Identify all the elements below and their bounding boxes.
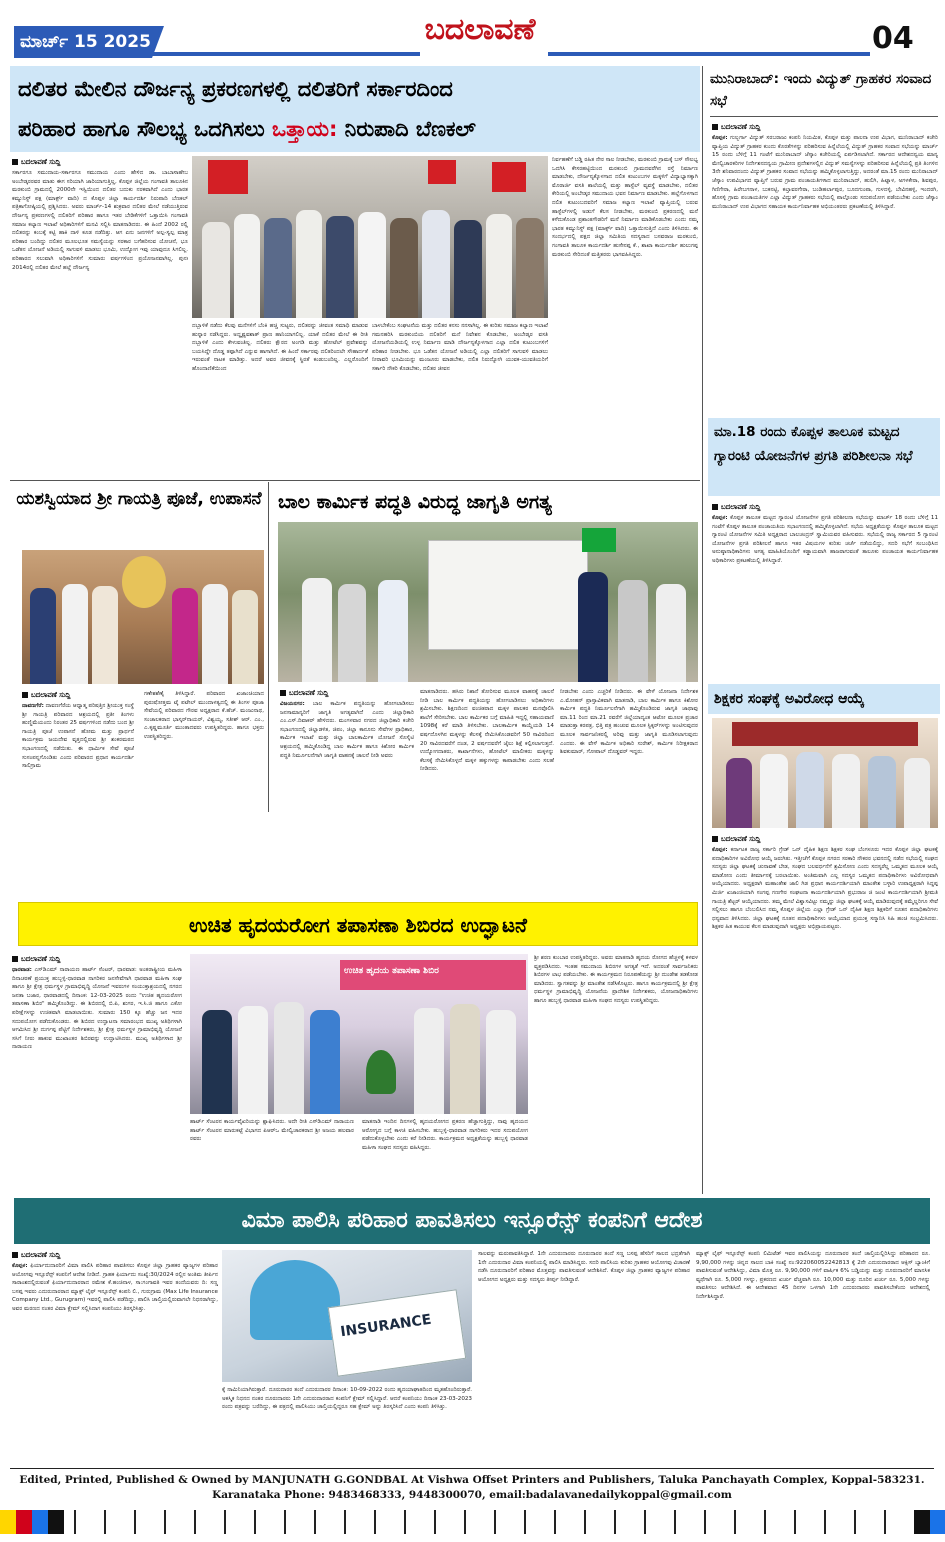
- person: [30, 588, 56, 684]
- page-number: 04: [872, 21, 914, 56]
- masthead-right-rule: [548, 52, 870, 56]
- insurance-col1-text: ಫಿರ್ಯಾದುದಾರರಿಗೆ ವಿಮಾ ಪಾಲಿಸಿ ಪರಿಹಾರ ಪಾವತಿಸಲು ಕೊಪ್ಪಳ ಜಿಲ್ಲಾ ಗ್ರಾಹಕರ ವ್ಯಾಜ್ಯಗಳ ಪರಿಹಾರ ಆಯೋಗವು ಇನ್ಸೂರೆನ್ಸ್ ಕಂಪನಿಗೆ ಆದೇಶ ನೀಡಿದೆ. ಗ್ರಾಹಕ ಫಿರ್ಯಾದು ಸಂಖ್ಯೆ:30/2024 ರಲ್ಲಿನ ಅಂತಿಮ ತೀರ್ಪಿನ ಸಾರಾಂಶದಲ್ಲಿರುವಂತೆ ಫಿರ್ಯಾದುದಾರರಾದ ರಮೇಶ ಕೆ.ಹಂಚಿನಾಳ, ಸಾ:ಗಂಗಾವತಿ ಇವರ ತಂದೆಯವರು ದಿ: ಸಣ್ಣ ಬಸಪ್ಪ ಇವರು ಎದುರುದಾರರಾದ ಮ್ಯಾಕ್ಸ್ ಲೈಫ್ ಇನ್ಸೂರೆನ್ಸ್ ಕಂಪನಿ ಲಿ., ಗುರುಗ್ರಾಮ (Max Life Insurance Company Ltd., Gurugram) ಇವರಲ್ಲಿ ಪಾಲಿಸಿ ಪಡೆದಿದ್ದು, ಪಾಲಿಸಿ ಚಾಲ್ತಿಯಲ್ಲಿರುವಾಗಲೇ ನಿಧನರಾಗಿದ್ದು, ಅವರ ಮರಣದ ನಂತರ ವಿಮಾ ಕ್ಲೇಮ್ ಸಲ್ಲಿಸಿದಾಗ ಕಂಪನಿಯು ತಿರಸ್ಕರಿಸಿತ್ತು.: [12, 1263, 218, 1312]
- person: [310, 1010, 340, 1114]
- person: [202, 222, 230, 318]
- teachers-headline: ಶಿಕ್ಷಕರ ಸಂಘಕ್ಕೆ ಅವಿರೋಧ ಆಯ್ಕೆ: [714, 691, 865, 707]
- childlabour-dateline: ವಿಜಯನಗರ:: [280, 701, 305, 707]
- heart-headline-box: [18, 902, 698, 946]
- munirabad-text: ಗುಲ್ಬರ್ಗಾ ವಿದ್ಯುತ್ ಸರಬರಾಜು ಕಂಪನಿ ನಿಯಮಿತ, ಕೊಪ್ಪಳ ಮತ್ತು ಪಾಲನಾ ಉಪ ವಿಭಾಗ, ಮುನಿರಾಬಾದ್ ಕಚೇರಿ ವ್ಯಾಪ್ತಿಯ ವಿದ್ಯುತ್ ಗ್ರಾಹಕರ ಕುಂದು ಕೊರತೆಗಳನ್ನು ಪರಿಹರಿಸುವ ಹಿನ್ನೆಲೆಯಲ್ಲಿ ವಿದ್ಯುತ್ ಗ್ರಾಹಕರ ಸಂವಾದ ಸಭೆಯನ್ನು ಮಾರ್ಚ್ 15 ರಂದು ಬೆಳಿಗ್ಗೆ 11 ಗಂಟೆಗೆ ಮುನಿರಾಬಾದ್ ಜೆಸ್ಕಾಂ ಕಚೇರಿಯಲ್ಲಿ ಏರ್ಪಡಿಸಲಾಗಿದೆ. ಸರ್ಕಾರದ ಆದೇಶದನ್ವಯ ಮಾನ್ಯ ಮೇಲ್ವಿಚಾರಕರಿಗಳ ನಿರ್ದೇಶನದನ್ವಯ ಗ್ರಾಮೀಣ ಪ್ರದೇಶಗಳಲ್ಲಿನ ವಿದ್ಯುತ್ ಸಮಸ್ಯೆಗಳನ್ನು ಪರಿಹರಿಸುವ ಹಿನ್ನೆಲೆಯಲ್ಲಿ ಪ್ರತಿ ತಿಂಗಳಿನ 3ನೇ ಶನಿವಾರದಂದು ವಿದ್ಯುತ್ ಗ್ರಾಹಕರ ಸಂವಾದ ಸಭೆಯನ್ನು ಹಮ್ಮಿಕೊಳ್ಳಲಾಗುತ್ತಿದ್ದು, ಅದರಂತೆ ಮಾ.15 ರಂದು ಮುನಿರಾಬಾದ್ ಜೆಸ್ಕಾಂ ಉಪವಿಭಾಗದ ವ್ಯಾಪ್ತಿಗೆ ಬರುವ ಗ್ರಾಮ ಪಂಚಾಯತಿಗಳಾದ ಮುನಿರಾಬಾದ್, ಹುಲಿಗಿ, ಹಿಟ್ನಾಳ, ಅಗಳಕೇರಾ, ಶಿವಪುರ, ಗಿಣಿಗೇರಾ, ಹಿರೇಬಗನಾಳ, ಬುಕನಟ್ಟಿ, ಕಲ್ತಾವರಗೇರಾ, ಬಂಡಿಹರ್ಲಾಪುರ, ಬೂದಗುಂಪಾ, ಗುಳದಳ್ಳಿ, ಬೇವಿನಹಳ್ಳಿ, ಇಂದರಗಿ, ಹೊಸಳ್ಳಿ ಗ್ರಾಮ ಪಂಚಾಯತಿಗಳ ಎಲ್ಲಾ ವಿದ್ಯುತ್ ಗ್ರಾಹಕರು ಸಭೆಯಲ್ಲಿ ಪಾಲ್ಗೊಂಡು ಸದುಪಯೋಗ ಪಡೆಯಬೇಕು ಎಂದು ಜೆಸ್ಕಾಂ ಮುನಿರಾಬಾದ್ ಉಪ ವಿಭಾಗದ ಸಹಾಯಕ ಕಾರ್ಯನಿರ್ವಾಹಕ ಅಭಿಯಂತರರು ಪ್ರಕಟಣೆಯಲ್ಲಿ ತಿಳಿಸಿದ್ದಾರೆ.: [712, 135, 938, 210]
- munirabad-byline: ಬದಲಾವಣೆ ಸುದ್ದಿ: [712, 122, 760, 132]
- person: [202, 584, 228, 684]
- heart-col1: [12, 966, 182, 1188]
- masthead: [0, 0, 945, 64]
- guarantee-body: [712, 514, 938, 678]
- strip-block: [48, 1510, 64, 1534]
- plant-pot: [366, 1050, 396, 1094]
- red-flag-mid: [428, 160, 456, 184]
- gayatri-photo: [22, 550, 264, 684]
- insurance-col4: ಮ್ಯಾಕ್ಸ್ ಲೈಫ್ ಇನ್ಸೂರೆನ್ಸ್ ಕಂಪನಿ ಲಿಮಿಟೆಡ್ ಇವರ ಪಾಲಿಸಿಯನ್ನು ದೂರುದಾರರ ತಂದೆ ಚಾಲ್ತಿಯಲ್ಲಿರಿಸಿದ್ದು ಪರಿಹಾರದ ರೂ. 9,90,000 ಗಳನ್ನು ಚಿನ್ನದ ಸಾಲದ ಬಾಕಿ ಸಂಖ್ಯೆ ನಂ:922060052242813 ಕ್ಕೆ 2ನೇ ಎದುರುದಾರರಾದ ಆಕ್ಸಿಸ್ ಬ್ಯಾಂಕಿಗೆ ಪಾವತಿಸುವಂತೆ ಆದೇಶಿಸಿದ್ದು, ವಿಮಾ ಮೊತ್ತ ರೂ. 9,90,000 ಗಳಿಗೆ ವಾರ್ಷಿಕ 6% ಬಡ್ಡಿಯನ್ನು ಮತ್ತು ದೂರುದಾರರಿಗೆ ಮಾನಸಿಕ ವ್ಯಥೆಗಾಗಿ ರೂ. 5,000 ಗಳನ್ನು, ಪ್ರಕರಣದ ಖರ್ಚು ವೆಚ್ಚವಾಗಿ ರೂ. 10,000 ಮತ್ತು ದೂರಿನ ಖರ್ಚು ರೂ. 5,000 ಗಳನ್ನು ಪಾವತಿಸಲು ಆದೇಶಿಸಿದೆ. ಈ ಆದೇಶವಾದ 45 ದಿನಗಳ ಒಳಗಾಗಿ 1ನೇ ಎದುರುದಾರರು ಪಾವತಿಸಬೇಕೆಂದು ಆದೇಶದಲ್ಲಿ ನಿರ್ದೇಶಿಸಿದ್ದಾರೆ.: [696, 1251, 930, 1300]
- green-flag: [582, 528, 616, 552]
- family-icon-shape: [250, 1260, 340, 1340]
- strip-block: [16, 1510, 32, 1534]
- person: [486, 214, 512, 318]
- lead-headline-prefix: ಪರಿಹಾರ ಹಾಗೂ ಸೌಲಭ್ಯ ಒದಗಿಸಲು: [18, 117, 265, 141]
- lead-headline-line1: ದಲಿತರ ಮೇಲಿನ ದೌರ್ಜನ್ಯ ಪ್ರಕರಣಗಳಲ್ಲಿ ದಲಿತರಿಗೆ ಸರ್ಕಾರದಿಂದ: [18, 77, 453, 101]
- person: [62, 584, 88, 684]
- guarantee-byline: ಬದಲಾವಣೆ ಸುದ್ದಿ: [712, 502, 760, 512]
- person: [516, 218, 544, 318]
- strip-register-marks: [64, 1510, 914, 1534]
- gayatri-col2: ಗಣೇಶಶೆಣೈ ತಿಳಿಸಿದ್ದಾರೆ. ಪರಿವಾರದ ಖಜಾಂಚಿಯಾದ ಪುರುಷೋತ್ತಮ ಟೈ ಪಟೇಲ್ ಮುಂದಾಳತ್ವದಲ್ಲಿ ಈ ತಿಂಗಳ ಪೂಜಾ ಸೇವೆಯಲ್ಲಿ ಪರಿವಾರದ ಗೌರವ ಅಧ್ಯಕ್ಷರಾದ ಕೆ.ಹೆಚ್. ಮಂಜುನಾಥ, ಸಂಚಾಲಕರಾದ ಭಾಸ್ಕರ್‌ನಾಯರ್, ವಿಶ್ವಯ್ಯ, ಸತೀಶ್ ಆರ್. ಎಂ., ಎ.ಕೃಷ್ಣಮೂರ್ತಿ ಮುಂತಾದವರು ಉಪಸ್ಥಿತರಿದ್ದರು. ಹಾಗೂ ಭಕ್ತರು ಉಪಸ್ಥಿತರಿದ್ದರು.: [144, 691, 264, 740]
- strip-block: [32, 1510, 48, 1534]
- banner: [732, 722, 918, 746]
- guarantee-dateline: ಕೊಪ್ಪಳ:: [712, 515, 728, 521]
- person: [832, 754, 860, 828]
- masthead-date: ಮಾರ್ಚ್ 15 2025: [20, 32, 151, 52]
- person: [414, 1008, 444, 1114]
- heart-dateline: ಧಾರವಾಡ:: [12, 967, 32, 973]
- person: [656, 584, 686, 682]
- guarantee-headline-box: [708, 418, 940, 496]
- masthead-left-rule: [150, 52, 420, 56]
- person: [232, 590, 258, 684]
- person: [578, 572, 608, 682]
- heart-col3: ಮಾತನಾಡಿ ಇಂದಿನ ದಿನಗಳಲ್ಲಿ ಹೃದಯರೋಗದ ಪ್ರಕರಣ ಹೆಚ್ಚಾಗುತ್ತಿದ್ದು, ನಾವು ಹೃದಯದ ಆರೋಗ್ಯದ ಬಗ್ಗೆ ಕಾಳಜಿ ವಹಿಸಬೇಕು. ಹುಬ್ಬಳ್ಳಿ-ಧಾರವಾಡ ನಾಗರಿಕರು ಇದರ ಸದುಪಯೋಗ ಪಡೆದುಕೊಳ್ಳಬೇಕು ಎಂದು ಕರೆ ನೀಡಿದರು. ಕಾರ್ಯಕ್ರಮದ ಅಧ್ಯಕ್ಷತೆಯನ್ನು ಹುಬ್ಬಳ್ಳಿ ಧಾರವಾಡ ಮಹಿಳಾ ಸಂಘದ ಸದಸ್ಯರು ವಹಿಸಿದ್ದರು.: [362, 1119, 528, 1151]
- guarantee-headline: ಮಾ.18 ರಂದು ಕೊಪ್ಪಳ ತಾಲೂಕ ಮಟ್ಟದ ಗ್ಯಾರಂಟಿ ಯೋಜನೆಗಳ ಪ್ರಗತಿ ಪರಿಶೀಲನಾ ಸಭೆ: [714, 424, 913, 464]
- person: [618, 580, 648, 682]
- childlabour-col3: ನೀಡಬೇಕು ಎಂದು ಎಚ್ಚರಿಕೆ ನೀಡಿದರು. ಈ ವೇಳೆ ಯೋಜನಾ ನಿರ್ದೇಶಕ ಎ.ಮೋಹನ್ ಪ್ರಾಸ್ತಾವಿಕವಾಗಿ ಮಾತನಾಡಿ, ಬಾಲ ಕಾರ್ಮಿಕ ಹಾಗೂ ಕಿಶೋರ ಕಾರ್ಮಿಕ ಪದ್ಧತಿ ನಿರ್ಮೂಲನೆಗಾಗಿ ಹಮ್ಮಿಕೊಂಡಿರುವ ಜಾಗೃತಿ ಜಾಥಾವು ಮಾ.11 ರಿಂದ ಮಾ.21 ರವರೆಗೆ ಜಿಲ್ಲೆಯಾದ್ಯಂತ ಆಟೋ ಮೂಲಕ ಪ್ರಚಾರ ಮಾಡುತ್ತಾ ಕರಪತ್ರ, ಭಿತ್ತಿ ಪತ್ರ ಹಂಚುವ ಮೂಲಕ ಸ್ಟಿಕ್ಕರ್‌ಗಳನ್ನು ಅಂಟಿಸುವುದರ ಮೂಲಕ ಸಾರ್ವಜನಿಕರಲ್ಲಿ ಅರಿವು ಮತ್ತು ಜಾಗೃತಿ ಮೂಡಿಸಲಾಗುವುದು ಎಂದರು. ಈ ವೇಳೆ ಕಾರ್ಮಿಕ ಅಧಿಕಾರಿ ಸುರೇಶ್, ಕಾರ್ಮಿಕ ನಿರೀಕ್ಷಕರಾದ ಶಿವಕುಮಾರ್, ಗೋಪಾಲ್ ದೊಡ್ಡವರ್ ಇದ್ದರು.: [560, 689, 698, 756]
- person: [238, 1006, 268, 1114]
- lead-col1-text: ಸರ್ಕಾರಗೂ ಸಮುದಾಯ-ಸರ್ಕಾರಗೂ ಸಮುದಾಯ ಎಂದು ಹೇಳಿದ ಡಾ. ಬಾಬಾಸಾಹೇಬ ಅಂಬೇಡ್ಕರರವರ ಮಾತು ಈಗ ಸರಿಯಾಗಿ ಜಾರಿಯಾಗುತ್ತಿಲ್ಲ, ಕೊಪ್ಪಳ ಜಿಲ್ಲೆಯ ಗಂಗಾವತಿ ತಾಲೂಕಿನ ಮರಕುಂಬಿ ಗ್ರಾಮದಲ್ಲಿ 2000ನೇ ಇಸ್ವಿಯಿಂದ ದಲಿತರ ಬದುಕು ನರಕವಾಗಿದೆ ಎಂದು ಭಾರತ ಕಮ್ಯುನಿಸ್ಟ್ ಪಕ್ಷ (ಮಾರ್ಕ್ಸ್ ವಾದಿ) ದ ಕೊಪ್ಪಳ ಜಿಲ್ಲಾ ಕಾರ್ಯದರ್ಶಿ ನಿರುಪಾದಿ ಬೆಣಕಲ್ ಪತ್ರಿಕಾಗೋಷ್ಠಿಯಲ್ಲಿ ಪ್ರಶ್ನಿಸಿದರು. ಅವರು ಮಾರ್ಚ್-14 ಶುಕ್ರವಾರ ದಲಿತರ ಮೇಲೆ ನಡೆಯುತ್ತಿರುವ ದೌರ್ಜನ್ಯ ಪ್ರಕರಣಗಳಲ್ಲಿ ದಲಿತರಿಗೆ ಪರಿಹಾರ ಹಾಗೂ ಇತರ ಬೇಡಿಕೆಗಳಿಗೆ ಒತ್ತಾಯಿಸಿ ಗಂಗಾವತಿ ಸಮಾಜ ಕಲ್ಯಾಣ ಇಲಾಖೆ ಅಧಿಕಾರಿಗಳಿಗೆ ಮನವಿ ಸಲ್ಲಿಸಿ ಮಾತನಾಡಿದರು. ಈ ಹಿಂದೆ 2002 ರಲ್ಲಿ ದಲಿತರನ್ನು ಕಂಬಕ್ಕೆ ಕಟ್ಟಿ ಹಾಕಿ ದಾಳಿ ಕೂಡ ನಡೆದಿತ್ತು. ಆಗ ಏನು ಜನಗಳಿಗೆ ಅಲ್ಪ-ಸ್ವಲ್ಪ ಮಾತ್ರ ಪರಿಹಾರ ಬಂದಿದ್ದು ದಲಿತರ ಮೂಲಭೂತ ಸಮಸ್ಯೆಯನ್ನು ಸರಕಾರ ಬಗೆಹರಿಸುವ ಯೋಚನೆ, ಭೂ ಒಡೆತನ ಯೋಜನೆ ಅಡಿಯಲ್ಲಿ ಸಾಗುವಳಿ ಮಾಡಲು ಭೂಮಿ, ಉದ್ಯೋಗ ಇವು ಯಾವುದೂ ಸಿಗಲಿಲ್ಲ. ಪರಿಹಾರದ ಸಲುವಾಗಿ ಅಧಿಕಾರಿಗಳಿಗೆ ಸುಮಾರು ವರ್ಷಗಳಿಂದ ಪ್ರಯೋಜನವಾಗಿಲ್ಲ. ಪುನಃ 2014ರಲ್ಲಿ ದಲಿತರ ಮೇಲೆ ಹಲ್ಲೆ ದೌರ್ಜನ್ಯ: [12, 170, 188, 271]
- lead-headline-highlight: ಒತ್ತಾಯ:: [272, 117, 338, 141]
- childlabour-photo: [278, 522, 698, 682]
- person: [726, 758, 752, 828]
- guarantee-text: ಕೊಪ್ಪಳ ತಾಲೂಕ ಮಟ್ಟದ ಗ್ಯಾರಂಟಿ ಯೋಜನೆಗಳ ಪ್ರಗತಿ ಪರಿಶೀಲನಾ ಸಭೆಯನ್ನು ಮಾರ್ಚ್ 18 ರಂದು ಬೆಳಿಗ್ಗೆ 11 ಗಂಟೆಗೆ ಕೊಪ್ಪಳ ತಾಲೂಕ ಪಂಚಾಯತಿಯ ಸಭಾಂಗಣದಲ್ಲಿ ಹಮ್ಮಿಕೊಳ್ಳಲಾಗಿದೆ. ಸಭೆಯ ಅಧ್ಯಕ್ಷತೆಯನ್ನು ಕೊಪ್ಪಳ ತಾಲೂಕ ಮಟ್ಟದ ಗ್ಯಾರಂಟಿ ಯೋಜನೆಗಳ ಸಮಿತಿ ಅಧ್ಯಕ್ಷರಾದ ಬಾಲಚಂದ್ರನ್ ಸ್ವಾಮಿಯವರ ವಹಿಸುವರು. ಸಭೆಯಲ್ಲಿ ರಾಜ್ಯ ಸರ್ಕಾರದ 5 ಗ್ಯಾರಂಟಿ ಯೋಜನೆಗಳ ಪ್ರಗತಿ ಪರಿಶೀಲನೆ ಹಾಗೂ ಇತರ ವಿಷಯಗಳ ಕುರಿತು ಚರ್ಚೆ ನಡೆಯಲಿದ್ದು, ಸದರಿ ಸಭೆಗೆ ಸಂಬಂಧಿಸಿದ ಅನುಷ್ಠಾನಾಧಿಕಾರಿಗಳು ಅಗತ್ಯ ಮಾಹಿತಿಯೊಂದಿಗೆ ಕಡ್ಡಾಯವಾಗಿ ಹಾಜರಾಗುವಂತೆ ತಾಲೂಕು ಪಂಚಾಯತ ಕಾರ್ಯನಿರ್ವಾಹಕ ಅಧಿಕಾರಿಗಳು ಪ್ರಕಟಣೆಯಲ್ಲಿ ತಿಳಿಸಿದ್ದಾರೆ.: [712, 515, 938, 564]
- heart-headline: ಉಚಿತ ಹೃದಯರೋಗ ತಪಾಸಣಾ ಶಿಬಿರದ ಉದ್ಘಾಟನೆ: [189, 913, 527, 937]
- gayatri-col1-text: ದಾವಣಗೆರೆಯ ಆಧ್ಯಾತ್ಮ ಪರಿಷತ್ತಿನ ಶ್ರೀಯುಕ್ತ ಸಂಸ್ಥೆ ಶ್ರೀ ಗಾಯತ್ರಿ ಪರಿವಾರದ ಆಶ್ರಯದಲ್ಲಿ ಪ್ರತೀ ತಿಂಗಳು ಹುಣ್ಣಿಮೆಯಂದು ನಿರಂತರ 25 ವರ್ಷಗಳಿಂದ ನಡೆದು ಬಂದ ಶ್ರೀ ಗಾಯತ್ರಿ ಪೂಜೆ ಉಪಾಸನೆ ಹೋಮ ಮತ್ತು ಪ್ರಾರ್ಥನೆ ಕಾರ್ಯಕ್ರಮ ಜಯದೇವ ವೃತ್ತದಲ್ಲಿರುವ ಶ್ರೀ ಶಂಕರಮಠದ ಸಭಾಂಗಣದಲ್ಲಿ ನಡೆಯಿತು. ಈ ಧಾರ್ಮಿಕ ಸೇವೆ ಪೂಜೆ ಸುಸಂಪನ್ನಗೊಂಡಿತು ಎಂದು ಪರಿವಾರದ ಪ್ರಧಾನ ಕಾರ್ಯದರ್ಶಿ ಸಾಲಿಗ್ರಾಮ: [22, 703, 134, 770]
- munirabad-dateline: ಕೊಪ್ಪಳ:: [712, 135, 728, 141]
- rule: [710, 116, 938, 117]
- lead-col4: ನಿರ್ವಹಣೆಗೆ ಬಡ್ಡಿ ರಹಿತ ನೇರ ಸಾಲ ನೀಡಬೇಕು, ಮರಕುಂಬಿ ಗ್ರಾಮಕ್ಕೆ ಬಸ್ ಸೌಲಭ್ಯ ಒದಗಿಸಿ ಕೇಸರಹಟ್ಟಿಯಿಂದ ಮರಕುಂಬಿ ಗ್ರಾಮದವರೆಗಿನ ರಸ್ತೆ ನಿರ್ಮಾಣ ಮಾಡಬೇಕು, ದೌರ್ಜನ್ಯಕ್ಕೊಳಗಾದ ದಲಿತ ಕುಟುಂಬಗಳ ಮಕ್ಕಳಿಗೆ ವಿದ್ಯಾಭ್ಯಾಸಕ್ಕಾಗಿ ಮೊರಾರ್ಜಿ ವಸತಿ ಶಾಲೆಯಲ್ಲಿ ಮತ್ತು ಹಾಸ್ಟೆಲ್ ವ್ಯವಸ್ಥೆ ಮಾಡಬೇಕು, ದಲಿತರ ಕೇರಿಯಲ್ಲಿ ಅಂಬೇಡ್ಕರ ಸಮುದಾಯ ಭವನ ನಿರ್ಮಾಣ ಮಾಡಬೇಕು. ಹಲ್ಲೆಗೊಳಗಾದ ದಲಿತ ಕುಟುಂಬದವರಿಗೆ ಸಮಾಜ ಕಲ್ಯಾಣ ಇಲಾಖೆ ವ್ಯಾಪ್ತಿಯಲ್ಲಿ ಬರುವ ಹಾಸ್ಟೆಲ್‌ಗಳಲ್ಲಿ ಅಡುಗೆ ಕೆಲಸ ನೀಡಬೇಕು, ಮರಕುಂಬಿ ಪ್ರಕರಣದಲ್ಲಿ ಮನೆ ಕಳೆದುಕೊಂಡ ಪ್ರಶಾಂತಗೌಡರಿಗೆ ಮನೆ ನಿರ್ಮಾಣ ಮಾಡಿಕೊಡಬೇಕು ಎಂದು ನಮ್ಮ ಭಾರತ ಕಮ್ಯುನಿಸ್ಟ್ ಪಕ್ಷ (ಮಾರ್ಕ್ಸ್ ವಾದಿ) ಒತ್ತಾಯಿಸುತ್ತಿದೆ ಎಂದು ತಿಳಿಸಿದರು. ಈ ಸಂದರ್ಭದಲ್ಲಿ ಪಕ್ಷದ ಜಿಲ್ಲಾ ಸಮಿತಿಯ ಸದಸ್ಯರಾದ ಬಸವರಾಜ ಮರಕುಂಬಿ, ಗಂಗಾವತಿ ತಾಲೂಕ ಕಾರ್ಯದರ್ಶಿ ಹುಸೇನಪ್ಪ ಕೆ., ಶಾಖಾ ಕಾರ್ಯದರ್ಶಿ ಹುಲುಗಪ್ಪ ಮರಕುಂಬಿ ಸೇರಿದಂತೆ ಮತ್ತಿತರರು ಭಾಗವಹಿಸಿದ್ದರು.: [552, 157, 698, 258]
- person: [390, 218, 418, 318]
- childlabour-col1: [280, 700, 414, 812]
- person: [202, 1010, 232, 1114]
- lead-headline-suffix: ನಿರುಪಾದಿ ಬೆಣಕಲ್: [344, 117, 476, 141]
- person: [264, 218, 292, 318]
- paper-name: ಬದಲಾವಣೆ: [424, 12, 536, 47]
- insurance-headline-box: [14, 1198, 930, 1244]
- person: [326, 216, 354, 318]
- person: [904, 758, 930, 828]
- teachers-photo: [712, 718, 938, 828]
- rule: [10, 480, 700, 481]
- footer-strip: [0, 1510, 945, 1534]
- gayatri-col1: [22, 702, 134, 812]
- heart-col4: ಶ್ರೀ ಶರಣ ಕುಂಬಾರ ಉಪಸ್ಥಿತರಿದ್ದರು. ಅವರು ಮಾತನಾಡಿ ಹೃದಯ ರೋಗದ ಹೆಚ್ಚಳಕ್ಕೆ ಕಳವಳ ವ್ಯಕ್ತಪಡಿಸಿದರು. ಇಂತಹ ಸಮುದಾಯ ಶಿಬಿರಗಳ ಅಗತ್ಯತೆ ಇದೆ. ಅದರಂತೆ ಸಾರ್ವಜನಿಕರು ಶಿಬಿರಗಳ ಲಾಭ ಪಡೆಯಬೇಕು. ಈ ಕಾರ್ಯಕ್ರಮದ ನಿರೂಪಣೆಯನ್ನು ಶ್ರೀ ದುಂಡೇಶ ತಡಕೋಡ ಮಾಡಿದರು. ಸ್ವಾಗತವನ್ನು ಶ್ರೀ ಮಾಂತೇಶ ನಡೆಸಿಕೊಟ್ಟರು. ಹಾಗೂ ಕಾರ್ಯಕ್ರಮದಲ್ಲಿ ಶ್ರೀ ಕ್ಷೇತ್ರ ಧರ್ಮಸ್ಥಳ ಗ್ರಾಮಾಭಿವೃದ್ಧಿ ಯೋಜನೆಯ ಪ್ರಾದೇಶಿಕ ನಿರ್ದೇಶಕರು, ಯೋಜನಾಧಿಕಾರಿಗಳು ಹಾಗೂ ಹುಬ್ಬಳ್ಳಿ ಧಾರವಾಡ ಮಹಿಳಾ ಸಂಘದ ಸದಸ್ಯರು ಉಪಸ್ಥಿತರಿದ್ದರು.: [534, 955, 698, 1004]
- lead-col1: [12, 169, 188, 474]
- person: [378, 580, 408, 682]
- column-rule: [702, 66, 703, 1194]
- childlabour-col1-text: ಬಾಲ ಕಾರ್ಮಿಕ ಪದ್ಧತಿಯನ್ನು ಹೋಗಲಾಡಿಸಲು ಜನಸಾಮಾನ್ಯರಿಗೆ ಜಾಗೃತಿ ಅಗತ್ಯವಾಗಿದೆ ಎಂದು ಜಿಲ್ಲಾಧಿಕಾರಿ ಎಂ.ಎಸ್.ದಿವಾಕರ್ ಹೇಳಿದರು. ಮಂಗಳವಾರ ನಗರದ ಜಿಲ್ಲಾಧಿಕಾರಿ ಕಚೇರಿ ಸಭಾಂಗಣದಲ್ಲಿ ಜಿಲ್ಲಾಡಳಿತ, ಜಿಪಂ, ಜಿಲ್ಲಾ ಕಾನೂನು ಸೇವೆಗಳ ಪ್ರಾಧಿಕಾರ, ಕಾರ್ಮಿಕ ಇಲಾಖೆ ಮತ್ತು ಜಿಲ್ಲಾ ಬಾಲಕಾರ್ಮಿಕ ಯೋಜನೆ ಸೊಸೈಟಿ ಆಶ್ರಯದಲ್ಲಿ ಹಮ್ಮಿಕೊಂಡಿದ್ದ ಬಾಲ ಕಾರ್ಮಿಕ ಹಾಗೂ ಕಿಶೋರ ಕಾರ್ಮಿಕ ಪದ್ಧತಿ ನಿರ್ಮೂಲನೆಗಾಗಿ ಜಾಗೃತಿ ವಾಹನಕ್ಕೆ ಚಾಲನೆ ನೀಡಿ ಅವರು: [280, 701, 414, 759]
- teachers-text: ಕರ್ನಾಟಕ ರಾಜ್ಯ ಸರ್ಕಾರಿ ಗ್ರೇಡ್ ಒನ್ ದೈಹಿಕ ಶಿಕ್ಷಣ ಶಿಕ್ಷಕರ ಸಂಘ ಬೆಂಗಳೂರು ಇದರ ಕೊಪ್ಪಳ ಜಿಲ್ಲಾ ಘಟಕಕ್ಕೆ ಪದಾಧಿಕಾರಿಗಳ ಅವಿರೋಧ ಆಯ್ಕೆ ಜರುಗಿತು. ಇತ್ತೀಚೆಗೆ ಕೊಪ್ಪಳ ನಗರದ ಸರಕಾರಿ ನೌಕರರ ಭವನದಲ್ಲಿ ನಡೆದ ಸಭೆಯಲ್ಲಿ ಸಂಘದ ಸದಸ್ಯರು ಜಿಲ್ಲಾ ಘಟಕಕ್ಕೆ ಚುನಾವಣೆ ಬೇಡ, ಸಂಘದ ಬಲವರ್ಧನೆಗೆ ಶ್ರಮಿಸೋಣ ಎಂದು ಸದಸ್ಯರೆಲ್ಲ ಒಮ್ಮತದ ಮೂಲಕ ಆಯ್ಕೆ ಮಾಡೋಣ ಎಂದು ತೀರ್ಮಾನಕ್ಕೆ ಬರಲಾಯಿತು. ಅಂತಿಮವಾಗಿ ಎಲ್ಲ ಸದಸ್ಯರ ಒಮ್ಮತದ ಪದಾಧಿಕಾರಿಗಳು ಅವಿರೋಧವಾಗಿ ಆಯ್ಕೆಯಾದರು. ಅಧ್ಯಕ್ಷರಾಗಿ ಮಹಾಂತೇಶ ಜಾಲಿ ಗಿಡ ಪ್ರಧಾನ ಕಾರ್ಯದರ್ಶಿಯಾಗಿ ಮಾಂತೇಶ ಬಳ್ಳಾರಿ ಉಪಾಧ್ಯಕ್ಷರಾಗಿ ಸಿದ್ದಪ್ಪ ಮಿರ್ಜಿ ಖಜಾಂಚಿಯಾಗಿ ಸಂಗಪ್ಪ ಗಣಗೇರ ಸಂಘಟನಾ ಕಾರ್ಯದರ್ಶಿಯಾಗಿ ಪ್ರಭುರಾಜ ಜಿ ಜಂಟಿ ಕಾರ್ಯದರ್ಶಿಯಾಗಿ ಶ್ರೀಮತಿ ಗಾಯತ್ರಿ ಶೆಟ್ಟರ್ ಆಯ್ಕೆಯಾದರು. ತಮ್ಮ ಮೇಲೆ ವಿಶ್ವಾಸವಿಟ್ಟು ನಮ್ಮನ್ನು ಜಿಲ್ಲಾ ಘಟಕಕ್ಕೆ ಆಯ್ಕೆ ಮಾಡಿರುವುದಕ್ಕೆ ತಮ್ಮೆಲ್ಲರಿಗೂ ಸೇವೆ ಸಲ್ಲಿಸಲು ಹಾಗೂ ಬೆಂಬಲಿಸಿದ ನಮ್ಮ ಕೊಪ್ಪಳ ಜಿಲ್ಲೆಯ ಎಲ್ಲಾ ಗ್ರೇಡ್ ಒನ್ ದೈಹಿಕ ಶಿಕ್ಷಣ ಶಿಕ್ಷಕರಿಗೆ ನೂತನ ಪದಾಧಿಕಾರಿಗಳು ಧನ್ಯವಾದ ತಿಳಿಸಿದರು. ಜಿಲ್ಲಾ ಘಟಕಕ್ಕೆ ನೂತನ ಪದಾಧಿಕಾರಿಗಳು ಆಯ್ಕೆಯಾದ ಪ್ರಯುಕ್ತ ಸನ್ಮಾನಿಸಿ ಸಿಹಿ ಹಂಚಿ ಸಂಭ್ರಮಿಸಿದರು. ಶಿಕ್ಷಕರ ಹಿತ ಕಾಯುವ ಕೆಲಸ ಮಾಡುವುದಾಗಿ ಅಧ್ಯಕ್ಷರು ಅಭಿಪ್ರಾಯಪಟ್ಟರು.: [712, 847, 938, 931]
- person: [92, 586, 118, 684]
- teachers-headline-box: [708, 684, 940, 714]
- camp-banner-text: ಉಚಿತ ಹೃದಯ ತಪಾಸಣಾ ಶಿಬಿರ: [344, 966, 439, 976]
- lead-headline-line2: [18, 110, 694, 148]
- strip-block: [930, 1510, 945, 1534]
- teachers-byline: ಬದಲಾವಣೆ ಸುದ್ದಿ: [712, 834, 760, 844]
- insurance-col3: ಸಾಲವನ್ನು ಮರುಪಾವತಿಸಿದ್ದಾರೆ. 1ನೇ ಎದುರುದಾರರು ದೂರುದಾರರ ತಂದೆ ಸಣ್ಣ ಬಸಪ್ಪ ಹೆಸರಿಗೆ ಸಾಲದ ಭದ್ರತೆಗಾಗಿ 1ನೇ ಎದುರುದಾರ ವಿಮಾ ಕಂಪನಿಯಲ್ಲಿ ಪಾಲಿಸಿ ಮಾಡಿಸಿದ್ದರು. ಸದರಿ ಪಾಲಿಸಿಯ ಕುರಿತು ಗ್ರಾಹಕರ ಆಯೋಗವು ವಿಚಾರಣೆ ನಡೆಸಿ ದೂರುದಾರರಿಗೆ ಪರಿಹಾರ ಮೊತ್ತವನ್ನು ಪಾವತಿಸುವಂತೆ ಆದೇಶಿಸಿದೆ. ಕೊಪ್ಪಳ ಜಿಲ್ಲಾ ಗ್ರಾಹಕರ ವ್ಯಾಜ್ಯಗಳ ಪರಿಹಾರ ಆಯೋಗದ ಅಧ್ಯಕ್ಷರು ಮತ್ತು ಸದಸ್ಯರು ತೀರ್ಪು ನೀಡಿದ್ದಾರೆ.: [478, 1251, 690, 1283]
- person: [760, 754, 788, 828]
- person: [358, 212, 386, 318]
- person: [338, 584, 366, 682]
- childlabour-byline: ಬದಲಾವಣೆ ಸುದ್ದಿ: [280, 688, 328, 698]
- person: [486, 1010, 516, 1114]
- lead-headline-box: [10, 66, 700, 152]
- person: [302, 578, 332, 682]
- insurance-image-label: INSURANCE: [339, 1311, 433, 1341]
- lead-col3: ಬಾಳಬೇಕೆಂಬ ಸಂಘಟನೆಯ ಮತ್ತು ದಲಿತರ ಕನಸು ನನಸಾಗಿಲ್ಲ. ಈ ಕುರಿತು ಸಮಾಜ ಕಲ್ಯಾಣ ಇಲಾಖೆ ಗಮನಹರಿಸಿ ಮರಕುಂಬಿಯ ದಲಿತರಿಗೆ ಮನೆ ನಿವೇಶನ ಕೊಡಬೇಕು, ಅಂಬೇಡ್ಕರ ವಸತಿ ಯೋಜನೆಯಡಿಯಲ್ಲಿ ಉಳ್ಳ ನಿರ್ಮಾಣ ಮಾಡಿ ದೌರ್ಜನ್ಯಕ್ಕೊಳಗಾದ ಎಲ್ಲಾ ದಲಿತ ಕುಟುಂಬಗಳಿಗೆ ಪರಿಹಾರ ನೀಡಬೇಕು. ಭೂ ಒಡೆತನ ಯೋಜನೆ ಅಡಿಯಲ್ಲಿ ಎಲ್ಲಾ ದಲಿತರಿಗೆ ಸಾಗುವಳಿ ಮಾಡಲು ನೀರಾವರಿ ಭೂಮಿಯನ್ನು ಮಂಜೂರು ಮಾಡಬೇಕು, ದಲಿತ ನಿರುದ್ಯೋಗಿ ಯುವಕ-ಯುವತಿಯರಿಗೆ ಸರ್ಕಾರಿ ನೌಕರಿ ಕೊಡಬೇಕು, ದಲಿತರ ಜೀವನ: [372, 323, 548, 372]
- lead-photo: [192, 156, 548, 318]
- insurance-photo: [222, 1250, 472, 1382]
- person: [422, 210, 450, 318]
- footer-line1: Edited, Printed, Published & Owned by MANJUNATH G.GONDBAL At Vishwa Offset Printers and Publishers, Taluka Panchayath Complex, Koppal-583231.: [19, 1474, 925, 1486]
- person: [450, 1004, 480, 1114]
- red-flag-right: [492, 162, 526, 192]
- insurance-col1: [12, 1262, 218, 1464]
- teachers-dateline: ಕೊಪ್ಪಳ:: [712, 847, 728, 853]
- footer-rule: [10, 1468, 934, 1469]
- munirabad-headline: ಮುನಿರಾಬಾದ್: ಇಂದು ವಿದ್ಯುತ್ ಗ್ರಾಹಕರ ಸಂವಾದ ಸಭೆ: [710, 71, 932, 109]
- gayatri-headline: ಯಶಸ್ವಿಯಾದ ಶ್ರೀ ಗಾಯತ್ರಿ ಪೂಜೆ, ಉಪಾಸನೆ: [16, 489, 262, 509]
- strip-block: [914, 1510, 930, 1534]
- footer-line2: Karanataka Phone: 9483468333, 9448300070, email:badalavanedailykoppal@gmail.com: [212, 1489, 732, 1501]
- munirabad-body: [712, 134, 938, 410]
- childlabour-col2: ಮಾತನಾಡಿದರು. ಹಸಿರು ನಿಶಾನೆ ತೋರಿಸುವ ಮೂಲಕ ವಾಹನಕ್ಕೆ ಚಾಲನೆ ನೀಡಿ ಬಾಲ ಕಾರ್ಮಿಕ ಪದ್ಧತಿಯನ್ನು ಹೋಗಲಾಡಿಸಲು ಅಧಿಕಾರಿಗಳು ಶ್ರಮಿಸಬೇಕು. ಶಿಕ್ಷಣದಿಂದ ವಂಚಿತರಾದ ಮಕ್ಕಳ ಪಾಲಕರ ಮನವೊಲಿಸಿ ಶಾಲೆಗೆ ಸೇರಿಸಬೇಕು. ಬಾಲ ಕಾರ್ಮಿಕರ ಬಗ್ಗೆ ಮಾಹಿತಿ ಇದ್ದಲ್ಲಿ ಸಹಾಯವಾಣಿ 1098ಕ್ಕೆ ಕರೆ ಮಾಡಿ ತಿಳಿಸಬೇಕು. ಬಾಲಕಾರ್ಮಿಕ ಕಾಯ್ದೆಯಡಿ 14 ವರ್ಷದೊಳಗಿನ ಮಕ್ಕಳನ್ನು ಕೆಲಸಕ್ಕೆ ನೇಮಿಸಿಕೊಂಡವರಿಗೆ 50 ಸಾವಿರದಿಂದ 20 ಸಾವಿರದವರೆಗೆ ದಂಡ, 2 ವರ್ಷದವರೆಗೆ ಜೈಲು ಶಿಕ್ಷೆ ಕಲ್ಪಿಸಲಾಗುತ್ತದೆ. ಉದ್ಯೋಗದಾತರು, ಕಾರ್ಖಾನೆಗಳು, ಹೋಟೆಲ್ ಮಾಲೀಕರು ಮಕ್ಕಳನ್ನು ಕೆಲಸಕ್ಕೆ ನೇಮಿಸಿಕೊಳ್ಳದೆ ಮಕ್ಕಳ ಹಕ್ಕುಗಳನ್ನು ಕಾಪಾಡಬೇಕು ಎಂದು ಸಲಹೆ ನೀಡಿದರು.: [420, 689, 554, 773]
- teachers-body: [712, 846, 938, 1190]
- deity-frame: [122, 556, 166, 608]
- person: [234, 214, 260, 318]
- person: [172, 588, 198, 684]
- gayatri-dateline: ದಾವಣಗೆರೆ:: [22, 703, 44, 709]
- insurance-headline: ವಿಮಾ ಪಾಲಿಸಿ ಪರಿಹಾರ ಪಾವತಿಸಲು ಇನ್ಸೂರೆನ್ಸ್ ಕಂಪನಿಗೆ ಆದೇಶ: [241, 1208, 703, 1233]
- lead-byline: ಬದಲಾವಣೆ ಸುದ್ದಿ: [12, 157, 60, 167]
- insurance-dateline: ಕೊಪ್ಪಳ:: [12, 1263, 28, 1269]
- childlabour-headline: ಬಾಲ ಕಾರ್ಮಿಕ ಪದ್ಧತಿ ವಿರುದ್ಧ ಜಾಗೃತಿ ಅಗತ್ಯ: [278, 491, 552, 513]
- heart-photo: [190, 954, 528, 1114]
- column-rule: [268, 482, 269, 812]
- awareness-van: [428, 540, 588, 650]
- heart-col1-text: ಎಸ್‌ಡಿಎಮ್ ನಾರಾಯಣ ಹಾರ್ಟ್ ಸೆಂಟರ್, ಧಾರವಾಡ: ಅಂತರಾಷ್ಟ್ರೀಯ ಮಹಿಳಾ ದಿನಾಚರಣೆ ಪ್ರಯುಕ್ತ ಹುಬ್ಬಳ್ಳಿ-ಧಾರವಾಡ ನಾಗರಿಕರ ಜನಸೇವೆಗಾಗಿ ಧಾರವಾಡ ಮಹಿಳಾ ಸಂಘ ಹಾಗೂ ಶ್ರೀ ಕ್ಷೇತ್ರ ಧರ್ಮಸ್ಥಳ ಗ್ರಾಮಾಭಿವೃದ್ಧಿ ಯೋಜನೆ ಇವರುಗಳ ಸಂಯುಕ್ತಾಶ್ರಯದಲ್ಲಿ ನಗರದ ಜನತಾ ಬಜಾರ, ಧಾರವಾಡದಲ್ಲಿ ದಿನಾಂಕ: 12-03-2025 ರಂದು "ಉಚಿತ ಹೃದಯರೋಗ ತಪಾಸಣಾ ಶಿಬಿರ" ಹಮ್ಮಿಕೊಂಡಿದ್ದು. ಈ ಶಿಬಿರದಲ್ಲಿ ಬಿ.ಪಿ, ಶುಗರ, ಇ.ಸಿ.ಜಿ ಹಾಗೂ ಎಕೋ ಪರೀಕ್ಷೆಗಳನ್ನು ಉಚಿತವಾಗಿ ಮಾಡಲಾಯಿತು. ಸುಮಾರು 150 ಕ್ಕೂ ಹೆಚ್ಚು ಜನ ಇದರ ಸದುಪಯೋಗ ಪಡೆದುಕೊಂಡರು. ಈ ಶಿಬಿರದ ಉದ್ಘಾಟನಾ ಸಮಾರಂಭದ ಮುಖ್ಯ ಅತಿಥಿಗಳಾಗಿ ಆಗಮಿಸಿದ ಶ್ರೀ ದುರ್ಗಪ್ಪ ಪೆಟ್ಟಿಗೆ ನಿರ್ದೇಶಕರು, ಶ್ರೀ ಕ್ಷೇತ್ರ ಧರ್ಮಸ್ಥಳ ಗ್ರಾಮಾಭಿವೃದ್ಧಿ ಯೋಜನೆ ಸಸಿಗೆ ನೀರು ಹಾಕುವ ಮುಖಾಂತರ ಶಿಬಿರವನ್ನು ಉದ್ಘಾಟಿಸಿದರು. ಮುಖ್ಯ ಅತಿಥಿಗಳಾದ ಶ್ರೀ ನಾರಾಯಣ: [12, 967, 182, 1051]
- heart-byline: ಬದಲಾವಣೆ ಸುದ್ದಿ: [12, 954, 60, 964]
- person: [796, 752, 824, 828]
- insurance-col2: ಕ್ಕೆ ನಾಮಿನಿಯಾಗಿರುತ್ತಾರೆ. ದೂರುದಾರರ ತಂದೆ ಎದುರುದಾರರ ದಿನಾಂಕ: 10-09-2022 ರಂದು ಹೃದಯಾಘಾತದಿಂದ ಮೃತಹೊಂದಿರುತ್ತಾರೆ. ಅಕಸ್ಮಿಕ ನಿಧನದ ನಂತರ ದೂರುದಾರರು 1ನೇ ಎದುರುದಾರರಾದ ಕಂಪನಿಗೆ ಕ್ಲೇಮ್ ಸಲ್ಲಿಸಿದ್ದಾರೆ. ಆದರೆ ಕಂಪನಿಯು ದಿನಾಂಕ 23-03-2023 ರಂದು ಪತ್ರವನ್ನು ಬರೆದಿದ್ದು, ಈ ಪತ್ರದಲ್ಲಿ ಪಾಲಿಸಿಯು ಚಾಲ್ತಿಯಲ್ಲಿದ್ದರೂ ಸಹ ಕ್ಲೇಮ್ ಅನ್ನು ತಿರಸ್ಕರಿಸಿದೆ ಎಂದು ಕಂಪನಿ ತಿಳಿಸಿತ್ತು.: [222, 1387, 472, 1411]
- person: [274, 1002, 304, 1114]
- person: [868, 756, 896, 828]
- insurance-byline: ಬದಲಾವಣೆ ಸುದ್ದಿ: [12, 1250, 60, 1260]
- person: [296, 210, 322, 318]
- gayatri-byline: ಬದಲಾವಣೆ ಸುದ್ದಿ: [22, 690, 70, 700]
- lead-col2: ದಬ್ಬಾಳಿಕೆ ನಡೆದು ಕೆಲವು ಮನೆಗಳಿಗೆ ಬೆಂಕಿ ಹಚ್ಚಿ ಸುಟ್ಟರು, ದಲಿತರನ್ನು ಜೀವಂತ ಸಮಾಧಿ ಮಾಡುವ ಹುನ್ನಾರ ನಡೆಸಿದ್ದರು. ಅದ್ದೃಷ್ಟವಶಾತ್ ಪ್ರಾಣ ಹಾನಿಯಾಗಲಿಲ್ಲ. ಯಾಕೆ ದಲಿತರ ಮೇಲೆ ಈ ರೀತಿ ದಬ್ಬಾಳಿಕೆ ಎಂದು ಕೇಳುವಂತಿಲ್ಲ. ದಲಿತರು ಕ್ಷೌರದ ಅಂಗಡಿ ಮತ್ತು ಹೋಟೆಲ್ ಪ್ರವೇಶವನ್ನು ಬಯಸಿದ್ದೇ ದೊಡ್ಡ ತಪ್ಪಾಗಿದೆ ಎನ್ನುವ ಹಾಗಾಗಿದೆ. ಈ ಹಿಂದೆ ಸರ್ಕಾರವು ದಲಿತರಿಂದಲೇ ಸೌಹಾರ್ದತೆ ಇರುವಂತೆ ನಾಟಕ ಮಾಡಿತ್ತು. ಅದರೆ ಅವರ ಜೀವನಕ್ಕೆ ಸ್ಥಿರತೆ ಕಂಡುಬಂದಿಲ್ಲ. ಎಲ್ಲರೊಂದಿಗೆ ಹೊಂದಾಣಿಕೆಯಿಂದ: [192, 323, 368, 372]
- red-flag-left: [208, 160, 248, 194]
- person: [454, 220, 482, 318]
- heart-col2: ಹಾರ್ಟ್ ಸೆಂಟರನ ಕಾರ್ಯವೈಖರಿಯನ್ನು ಶ್ಲಾಘಿಸಿದರು. ಅದೇ ರೀತಿ ಎಸ್‌ಡಿಎಮ್ ನಾರಾಯಣ ಹಾರ್ಟ್ ಸೆಂಟರನ ಮಾರುಕಟ್ಟೆ ವಿಭಾಗದ ಪಿಆರ್‌ಒ ಮೇಲ್ವಿಚಾರಕರಾದ ಶ್ರೀ ಅಜಯ ಹಲವಾರ ರವರು: [190, 1119, 354, 1143]
- strip-block: [0, 1510, 16, 1534]
